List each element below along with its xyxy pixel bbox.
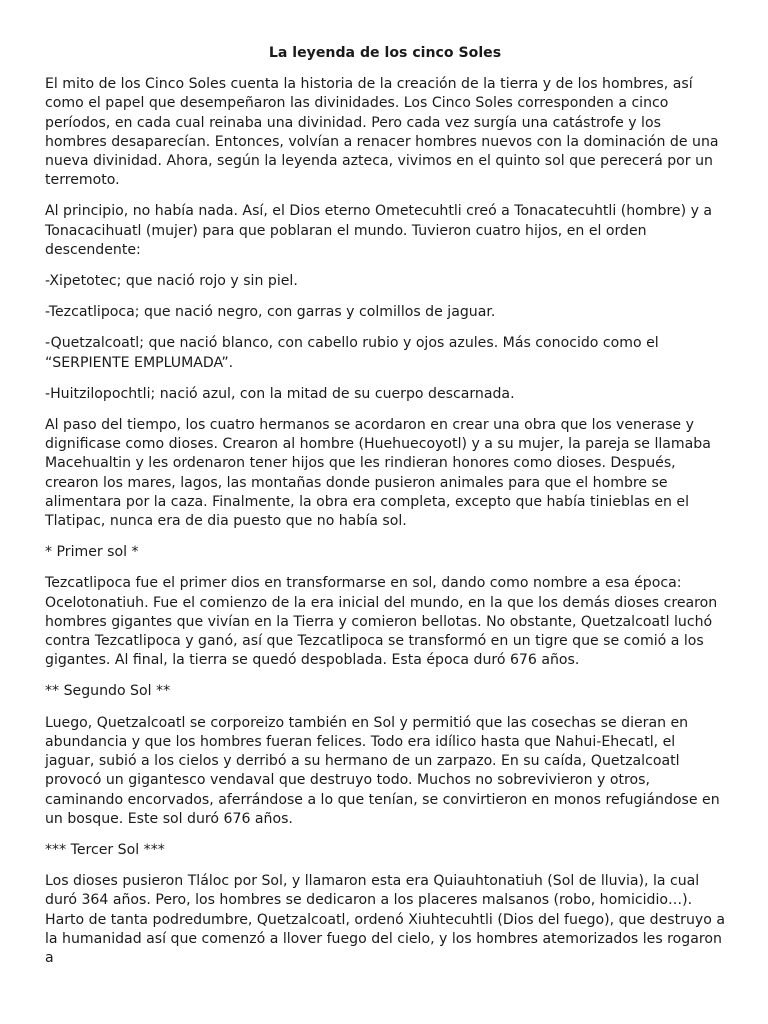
list-item-tezcatlipoca: -Tezcatlipoca; que nació negro, con garras y colmillos de jaguar. (45, 304, 496, 321)
paragraph-intro: El mito de los Cinco Soles cuenta la historia de la creación de la tierra y de los hombres, así como el papel que desempeñaron las divinidades. Los Cinco Soles corresponden a cinco períodos, en cada cual reinaba una divinidad. Pero cada vez surgía una catástrofe y los hombres desaparecían. Entonces, volvían a renacer hombres nuevos con la dominación de una nueva divinidad. Ahora, según la leyenda azteca, vivimos en el quinto sol que perecerá por un terremoto. (45, 76, 719, 189)
heading-tercer-sol: *** Tercer Sol *** (45, 841, 165, 858)
heading-primer-sol: * Primer sol * (45, 544, 139, 561)
heading-segundo-sol: ** Segundo Sol ** (45, 683, 171, 700)
document-title: La leyenda de los cinco Soles (268, 45, 502, 61)
document-page (45, 44, 725, 980)
paragraph-primer-sol: Tezcatlipoca fue el primer dios en transformarse en sol, dando como nombre a esa época: Ocelotonatiuh. Fue el comienzo de la era inicial del mundo, en la que los demás dioses crearon hombres gigantes que vivían en la Tierra y comieron bellotas. No obstante, Quetzalcoatl luchó contra Tezcatlipoca y ganó, así que Tezcatlipoca se transformó en un tigre que se comió a los gigantes. Al final, la tierra se quedó despoblada. Esta época duró 676 años. (45, 575, 718, 669)
paragraph-tercer-sol: Los dioses pusieron Tláloc por Sol, y llamaron esta era Quiauhtonatiuh (Sol de lluvia), la cual duró 364 años. Pero, los hombres se dedicaron a los placeres malsanos (robo, homicidio…). Harto de tanta podredumbre, Quetzalcoatl, ordenó Xiuhtecuhtli (Dios del fuego), que destruyo a la humanidad así que comenzó a llover fuego del cielo, y los hombres atemorizados les rogaron a (45, 873, 725, 966)
list-item-quetzalcoatl: -Quetzalcoatl; que nació blanco, con cabello rubio y ojos azules. Más conocido como el “SERPIENTE EMPLUMADA”. (45, 335, 659, 371)
paragraph-creation: Al paso del tiempo, los cuatro hermanos se acordaron en crear una obra que los venerase y dignificase como dioses. Crearon al hombre (Huehuecoyotl) y a su mujer, la pareja se llamaba Macehualtin y les ordenaron tener hijos que les rindieran honores como dioses. Después, crearon los mares, lagos, las montañas donde pusieron animales para que el hombre se alimentara por la caza. Finalmente, la obra era completa, excepto que había tinieblas en el Tlatipac, nunca era de dia puesto que no había sol. (45, 417, 711, 530)
paragraph-segundo-sol: Luego, Quetzalcoatl se corporeizo también en Sol y permitió que las cosechas se dieran en abundancia y que los hombres fueran felices. Todo era idílico hasta que Nahui-Ehecatl, el jaguar, subió a los cielos y derribó a su hermano de un zarpazo. En su caída, Quetzalcoatl provocó un gigantesco vendaval que destruyo todo. Muchos no sobrevivieron y otros, caminando encorvados, aferrándose a lo que tenían, se convirtieron en monos refugiándose en un bosque. Este sol duró 676 años. (45, 714, 720, 827)
list-item-huitzilopochtli: -Huitzilopochtli; nació azul, con la mitad de su cuerpo descarnada. (45, 385, 515, 402)
list-item-xipetotec: -Xipetotec; que nació rojo y sin piel. (45, 273, 298, 290)
paragraph-origin: Al principio, no había nada. Así, el Dios eterno Ometecuhtli creó a Tonacatecuhtli (hombre) y a Tonacacihuatl (mujer) para que poblaran el mundo. Tuvieron cuatro hijos, en el orden descendente: (45, 203, 713, 258)
